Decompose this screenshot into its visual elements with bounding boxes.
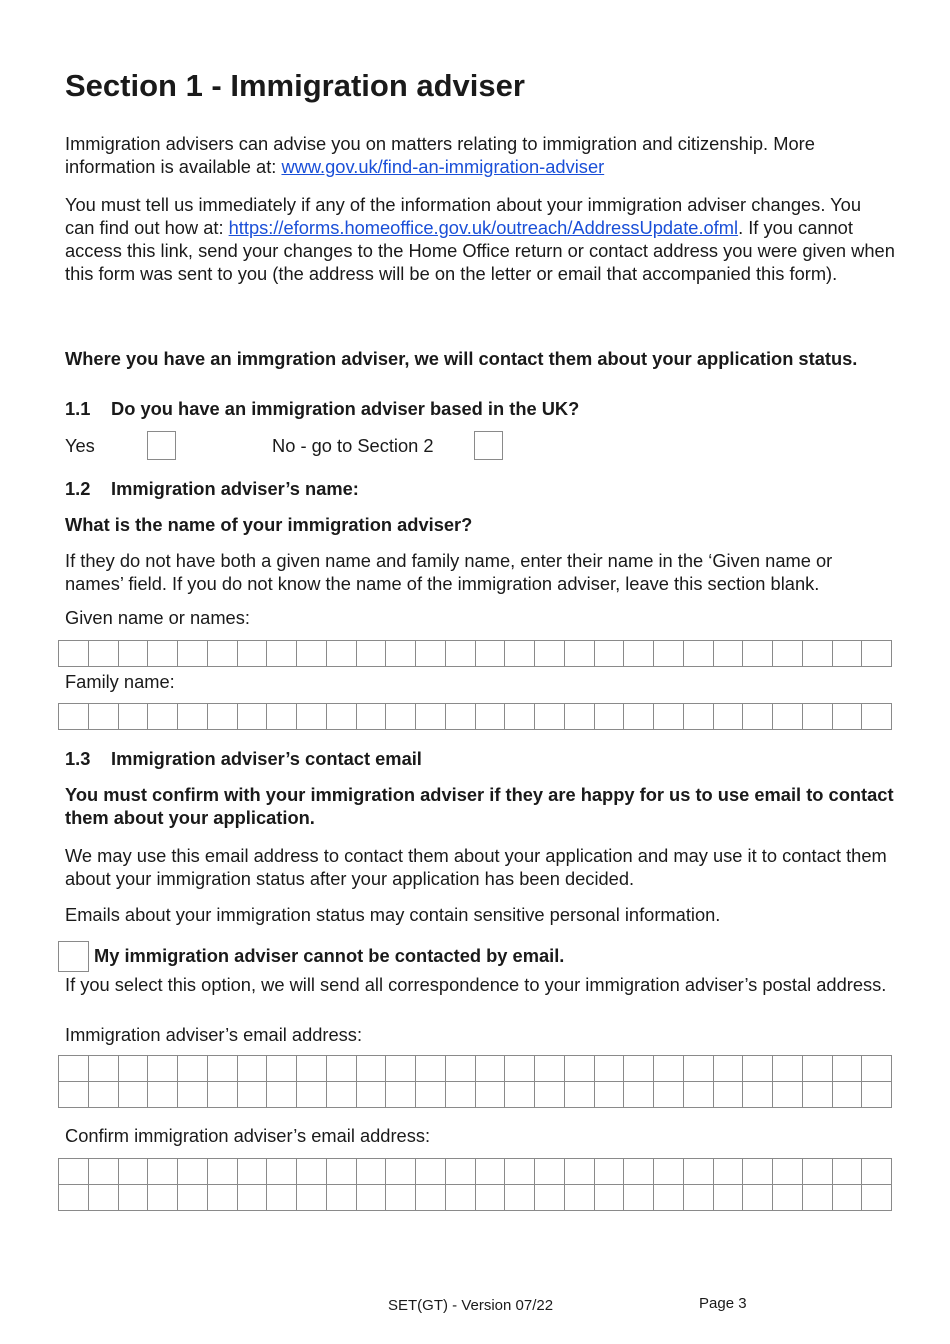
character-box[interactable] (59, 1082, 89, 1108)
question-number: 1.3 (65, 748, 91, 769)
character-box[interactable] (446, 641, 476, 667)
character-box[interactable] (565, 641, 595, 667)
character-box[interactable] (416, 1056, 446, 1082)
character-box[interactable] (416, 1185, 446, 1211)
character-box[interactable] (386, 641, 416, 667)
character-box[interactable] (476, 704, 506, 730)
character-box[interactable] (505, 1056, 535, 1082)
character-box[interactable] (208, 704, 238, 730)
character-box[interactable] (684, 1082, 714, 1108)
character-box[interactable] (178, 1082, 208, 1108)
character-box[interactable] (89, 1185, 119, 1211)
no-email-label: My immigration adviser cannot be contacted by email. (94, 945, 565, 966)
character-box[interactable] (714, 704, 744, 730)
character-box[interactable] (327, 1159, 357, 1185)
character-box[interactable] (119, 1159, 149, 1185)
character-box[interactable] (416, 704, 446, 730)
character-box[interactable] (833, 1159, 863, 1185)
character-box[interactable] (267, 1082, 297, 1108)
character-box[interactable] (476, 1185, 506, 1211)
character-box[interactable] (297, 704, 327, 730)
character-box[interactable] (862, 641, 892, 667)
character-box[interactable] (208, 1185, 238, 1211)
character-box[interactable] (238, 1082, 268, 1108)
character-box[interactable] (238, 1159, 268, 1185)
character-box[interactable] (595, 1056, 625, 1082)
question-label: Do you have an immigration adviser based in the UK? (111, 398, 580, 419)
character-box[interactable] (297, 1056, 327, 1082)
character-box[interactable] (267, 641, 297, 667)
question-number: 1.1 (65, 398, 91, 419)
character-box[interactable] (119, 1185, 149, 1211)
footer-version: SET(GT) - Version 07/22 (388, 1297, 554, 1314)
character-box[interactable] (535, 1056, 565, 1082)
character-box[interactable] (386, 1185, 416, 1211)
character-box[interactable] (684, 704, 714, 730)
character-box[interactable] (743, 704, 773, 730)
confirm-email-input[interactable] (58, 1158, 892, 1211)
character-box[interactable] (148, 641, 178, 667)
character-box[interactable] (505, 1159, 535, 1185)
character-box[interactable] (714, 1056, 744, 1082)
character-box[interactable] (565, 1056, 595, 1082)
character-box[interactable] (505, 1082, 535, 1108)
character-box[interactable] (357, 1082, 387, 1108)
character-box[interactable] (446, 1185, 476, 1211)
character-box[interactable] (267, 1185, 297, 1211)
character-box[interactable] (357, 1185, 387, 1211)
character-box[interactable] (119, 1056, 149, 1082)
character-box[interactable] (803, 1159, 833, 1185)
character-box[interactable] (535, 704, 565, 730)
character-box[interactable] (178, 641, 208, 667)
character-box[interactable] (833, 1082, 863, 1108)
character-box[interactable] (565, 1159, 595, 1185)
name-help-text: If they do not have both a given name and family name, enter their name in the ‘Given name or names’ field. If you do not know the name of the immigration adviser, leave this section blank. (65, 550, 833, 594)
character-box[interactable] (208, 1056, 238, 1082)
character-box[interactable] (386, 1056, 416, 1082)
name-subheading: What is the name of your immigration adviser? (65, 514, 473, 535)
question-1-3 (65, 747, 895, 770)
character-box[interactable] (535, 1185, 565, 1211)
question-1-2 (65, 477, 895, 500)
character-box[interactable] (595, 641, 625, 667)
character-box[interactable] (833, 704, 863, 730)
character-box[interactable] (803, 1185, 833, 1211)
character-box[interactable] (446, 1056, 476, 1082)
character-box[interactable] (654, 1082, 684, 1108)
yes-label: Yes (65, 435, 95, 456)
question-1-1 (65, 397, 895, 420)
character-box[interactable] (119, 704, 149, 730)
character-box[interactable] (624, 704, 654, 730)
character-box[interactable] (148, 1159, 178, 1185)
character-box[interactable] (357, 1056, 387, 1082)
character-box[interactable] (803, 1056, 833, 1082)
given-name-label: Given name or names: (65, 607, 250, 628)
character-box[interactable] (743, 1082, 773, 1108)
character-box[interactable] (178, 1159, 208, 1185)
character-box[interactable] (357, 1159, 387, 1185)
question-label: Immigration adviser’s name: (111, 478, 359, 499)
character-box[interactable] (89, 1082, 119, 1108)
confirm-email-label: Confirm immigration adviser’s email address: (65, 1125, 431, 1146)
character-box[interactable] (238, 1056, 268, 1082)
intro-paragraph (65, 132, 895, 178)
character-box[interactable] (59, 1159, 89, 1185)
character-box[interactable] (297, 1185, 327, 1211)
no-checkbox[interactable] (474, 431, 503, 460)
character-box[interactable] (148, 1185, 178, 1211)
character-box[interactable] (714, 641, 744, 667)
character-box[interactable] (446, 1082, 476, 1108)
character-box[interactable] (148, 704, 178, 730)
character-box[interactable] (833, 641, 863, 667)
character-box[interactable] (416, 1159, 446, 1185)
character-box[interactable] (89, 1056, 119, 1082)
email-confirm-notice: You must confirm with your immigration adviser if they are happy for us to use email to contact them about your application. (65, 784, 894, 828)
character-box[interactable] (535, 641, 565, 667)
character-box[interactable] (565, 1185, 595, 1211)
given-name-input[interactable] (58, 640, 892, 667)
character-box[interactable] (773, 1082, 803, 1108)
email-label: Immigration adviser’s email address: (65, 1024, 363, 1045)
character-box[interactable] (743, 641, 773, 667)
character-box[interactable] (654, 1159, 684, 1185)
character-box[interactable] (862, 1082, 892, 1108)
character-box[interactable] (624, 1185, 654, 1211)
character-box[interactable] (505, 1185, 535, 1211)
character-box[interactable] (327, 704, 357, 730)
character-box[interactable] (327, 1082, 357, 1108)
character-box[interactable] (803, 704, 833, 730)
character-box[interactable] (773, 1159, 803, 1185)
character-box[interactable] (238, 704, 268, 730)
family-name-input[interactable] (58, 703, 892, 730)
character-box[interactable] (833, 1056, 863, 1082)
character-box[interactable] (267, 1056, 297, 1082)
character-box[interactable] (595, 1082, 625, 1108)
character-box[interactable] (535, 1082, 565, 1108)
character-box[interactable] (476, 1056, 506, 1082)
character-box[interactable] (684, 1056, 714, 1082)
no-email-help: If you select this option, we will send all correspondence to your immigration adviser’s postal address. (65, 974, 887, 995)
character-box[interactable] (208, 1159, 238, 1185)
character-box[interactable] (624, 1056, 654, 1082)
character-box[interactable] (803, 1082, 833, 1108)
character-box[interactable] (654, 704, 684, 730)
email-input[interactable] (58, 1055, 892, 1108)
character-box[interactable] (327, 1056, 357, 1082)
character-box[interactable] (714, 1185, 744, 1211)
changes-text: You must tell us immediately if any of the information about your immigration adviser changes. You can find out how at: (65, 194, 862, 238)
character-box[interactable] (565, 1082, 595, 1108)
character-box[interactable] (119, 1082, 149, 1108)
character-box[interactable] (803, 641, 833, 667)
character-box[interactable] (267, 1159, 297, 1185)
character-box[interactable] (297, 1082, 327, 1108)
character-box[interactable] (59, 641, 89, 667)
character-box[interactable] (505, 704, 535, 730)
find-adviser-link[interactable]: www.gov.uk/find-an-immigration-adviser (281, 156, 605, 177)
character-box[interactable] (208, 1082, 238, 1108)
character-box[interactable] (119, 641, 149, 667)
character-box[interactable] (476, 641, 506, 667)
page-title: Section 1 - Immigration adviser (65, 68, 525, 103)
character-box[interactable] (59, 1056, 89, 1082)
no-email-checkbox[interactable] (58, 941, 89, 972)
character-box[interactable] (565, 704, 595, 730)
character-box[interactable] (476, 1159, 506, 1185)
character-box[interactable] (238, 1185, 268, 1211)
email-usage-text: We may use this email address to contact them about your application and may use it to contact them about your immigration status after your application has been decided. (65, 845, 887, 889)
character-box[interactable] (654, 641, 684, 667)
contact-notice: Where you have an immgration adviser, we will contact them about your application status. (65, 348, 858, 369)
character-box[interactable] (357, 704, 387, 730)
character-box[interactable] (624, 641, 654, 667)
character-box[interactable] (862, 1056, 892, 1082)
character-box[interactable] (595, 1185, 625, 1211)
character-box[interactable] (59, 704, 89, 730)
character-box[interactable] (416, 1082, 446, 1108)
character-box[interactable] (208, 641, 238, 667)
character-box[interactable] (624, 1082, 654, 1108)
footer-page-number: Page 3 (699, 1295, 747, 1312)
character-box[interactable] (773, 641, 803, 667)
character-box[interactable] (267, 704, 297, 730)
character-box[interactable] (743, 1056, 773, 1082)
character-box[interactable] (862, 704, 892, 730)
character-box[interactable] (416, 641, 446, 667)
character-box[interactable] (297, 641, 327, 667)
changes-text-continued: . If you cannot access this link, send your changes to the Home Office return or contact address you were given when this form was sent to you (the address will be on the letter or email that accompanied this form). (65, 217, 895, 284)
character-box[interactable] (89, 704, 119, 730)
character-box[interactable] (386, 704, 416, 730)
character-box[interactable] (327, 1185, 357, 1211)
character-box[interactable] (773, 1185, 803, 1211)
character-box[interactable] (238, 641, 268, 667)
character-box[interactable] (446, 704, 476, 730)
character-box[interactable] (595, 704, 625, 730)
character-box[interactable] (654, 1185, 684, 1211)
character-box[interactable] (89, 1159, 119, 1185)
character-box[interactable] (743, 1185, 773, 1211)
character-box[interactable] (714, 1082, 744, 1108)
question-number: 1.2 (65, 478, 91, 499)
sensitive-info-text: Emails about your immigration status may contain sensitive personal information. (65, 904, 721, 925)
character-box[interactable] (386, 1082, 416, 1108)
character-box[interactable] (743, 1159, 773, 1185)
character-box[interactable] (505, 641, 535, 667)
character-box[interactable] (862, 1185, 892, 1211)
character-box[interactable] (654, 1056, 684, 1082)
yes-checkbox[interactable] (147, 431, 176, 460)
character-box[interactable] (833, 1185, 863, 1211)
character-box[interactable] (327, 641, 357, 667)
character-box[interactable] (773, 704, 803, 730)
address-update-link[interactable]: https://eforms.homeoffice.gov.uk/outreach/AddressUpdate.ofml (228, 217, 739, 238)
character-box[interactable] (595, 1159, 625, 1185)
character-box[interactable] (178, 704, 208, 730)
no-label: No - go to Section 2 (272, 435, 434, 456)
character-box[interactable] (297, 1159, 327, 1185)
character-box[interactable] (59, 1185, 89, 1211)
character-box[interactable] (386, 1159, 416, 1185)
character-box[interactable] (862, 1159, 892, 1185)
character-box[interactable] (684, 1185, 714, 1211)
question-label: Immigration adviser’s contact email (111, 748, 422, 769)
character-box[interactable] (624, 1159, 654, 1185)
character-box[interactable] (684, 641, 714, 667)
character-box[interactable] (684, 1159, 714, 1185)
family-name-label: Family name: (65, 671, 175, 692)
character-box[interactable] (178, 1056, 208, 1082)
character-box[interactable] (148, 1082, 178, 1108)
character-box[interactable] (446, 1159, 476, 1185)
character-box[interactable] (148, 1056, 178, 1082)
character-box[interactable] (357, 641, 387, 667)
character-box[interactable] (773, 1056, 803, 1082)
intro-text: Immigration advisers can advise you on matters relating to immigration and citizenship. More information is available at: (65, 133, 815, 177)
character-box[interactable] (476, 1082, 506, 1108)
changes-paragraph (65, 193, 895, 285)
character-box[interactable] (178, 1185, 208, 1211)
character-box[interactable] (714, 1159, 744, 1185)
character-box[interactable] (535, 1159, 565, 1185)
character-box[interactable] (89, 641, 119, 667)
